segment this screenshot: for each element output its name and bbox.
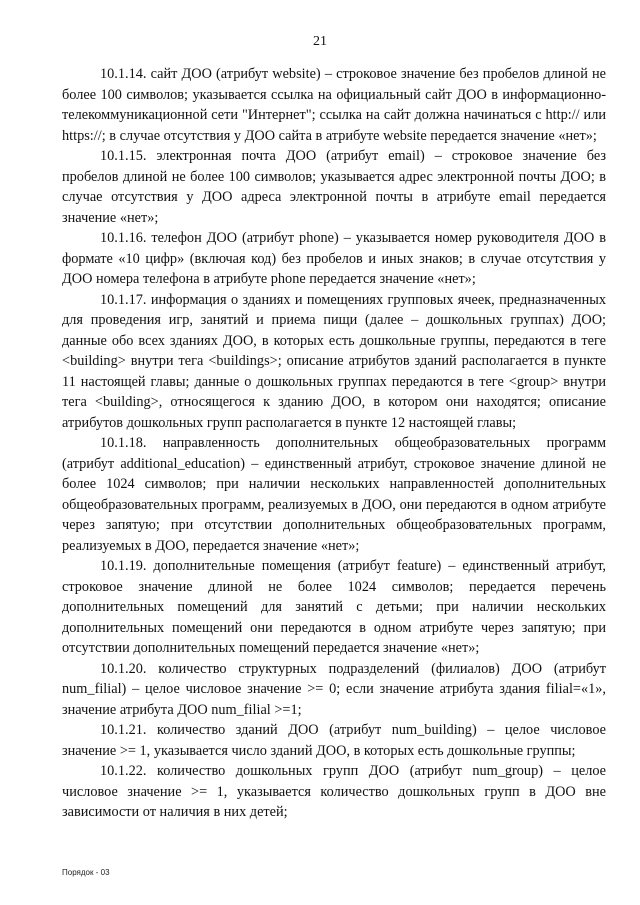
document-body	[62, 64, 606, 823]
paragraph-10-1-17: 10.1.17. информация о зданиях и помещениях групповых ячеек, предназначенных для проведения игр, занятий и приема пищи (далее – дошкольных группах) ДОО; данные обо всех зданиях ДОО, в которых есть дошкольные группы, передаются в теге <building> внутри тега <buildings>; описание атрибутов зданий располагается в пункте 11 настоящей главы; данные о дошкольных группах передаются в теге <group> внутри тега <building>, относящегося к зданию ДОО, в котором они находятся; описание атрибутов дошкольных групп располагается в пункте 12 настоящей главы;	[62, 291, 606, 431]
page-number: 21	[313, 34, 327, 49]
paragraph-10-1-16: 10.1.16. телефон ДОО (атрибут phone) – указывается номер руководителя ДОО в формате «10 цифр» (включая код) без пробелов и иных знаков; в случае отсутствия у ДОО номера телефона в атрибуте phone передается значение «нет»;	[62, 230, 606, 287]
paragraph-10-1-22: 10.1.22. количество дошкольных групп ДОО (атрибут num_group) – целое числовое значение >= 1, указывается количество дошкольных групп в ДОО вне зависимости от наличия в них детей;	[62, 763, 606, 820]
paragraph-10-1-14: 10.1.14. сайт ДОО (атрибут website) – строковое значение без пробелов длиной не более 100 символов; указывается ссылка на официальный сайт ДОО в информационно-телекоммуникационной сети "Интернет"; ссылка на сайт должна начинаться с http:// или https://; в случае отсутствия у ДОО сайта в атрибуте website передается значение «нет»;	[62, 66, 606, 144]
paragraph-10-1-15: 10.1.15. электронная почта ДОО (атрибут email) – строковое значение без пробелов длиной не более 100 символов; указывается адрес электронной почты ДОО; в случае отсутствия у ДОО адреса электронной почты в атрибуте email передается значение «нет»;	[62, 148, 606, 226]
paragraph-10-1-21: 10.1.21. количество зданий ДОО (атрибут num_building) – целое числовое значение >= 1, указывается число зданий ДОО, в которых есть дошкольные группы;	[62, 722, 606, 759]
paragraph-10-1-18: 10.1.18. направленность дополнительных общеобразовательных программ (атрибут additional_education) – единственный атрибут, строковое значение длиной не более 1024 символов; при наличии нескольких направленностей дополнительных общеобразовательных программ, реализуемых в ДОО, они передаются в одном атрибуте через запятую; при отсутствии дополнительных общеобразовательных программ, реализуемых в ДОО, передается значение «нет»;	[62, 435, 606, 554]
page-footer: Порядок - 03	[62, 868, 110, 877]
paragraph-10-1-20: 10.1.20. количество структурных подразделений (филиалов) ДОО (атрибут num_filial) – целое числовое значение >= 0; если значение атрибута здания filial=«1», значение атрибута ДОО num_filial >=1;	[62, 660, 606, 718]
paragraph-10-1-19: 10.1.19. дополнительные помещения (атрибут feature) – единственный атрибут, строковое значение длиной не более 1024 символов; передается перечень дополнительных помещений для занятий с детьми; при наличии нескольких дополнительных помещений они передаются в одном атрибуте через запятую; при отсутствии дополнительных помещений передается значение «нет»;	[62, 558, 606, 656]
